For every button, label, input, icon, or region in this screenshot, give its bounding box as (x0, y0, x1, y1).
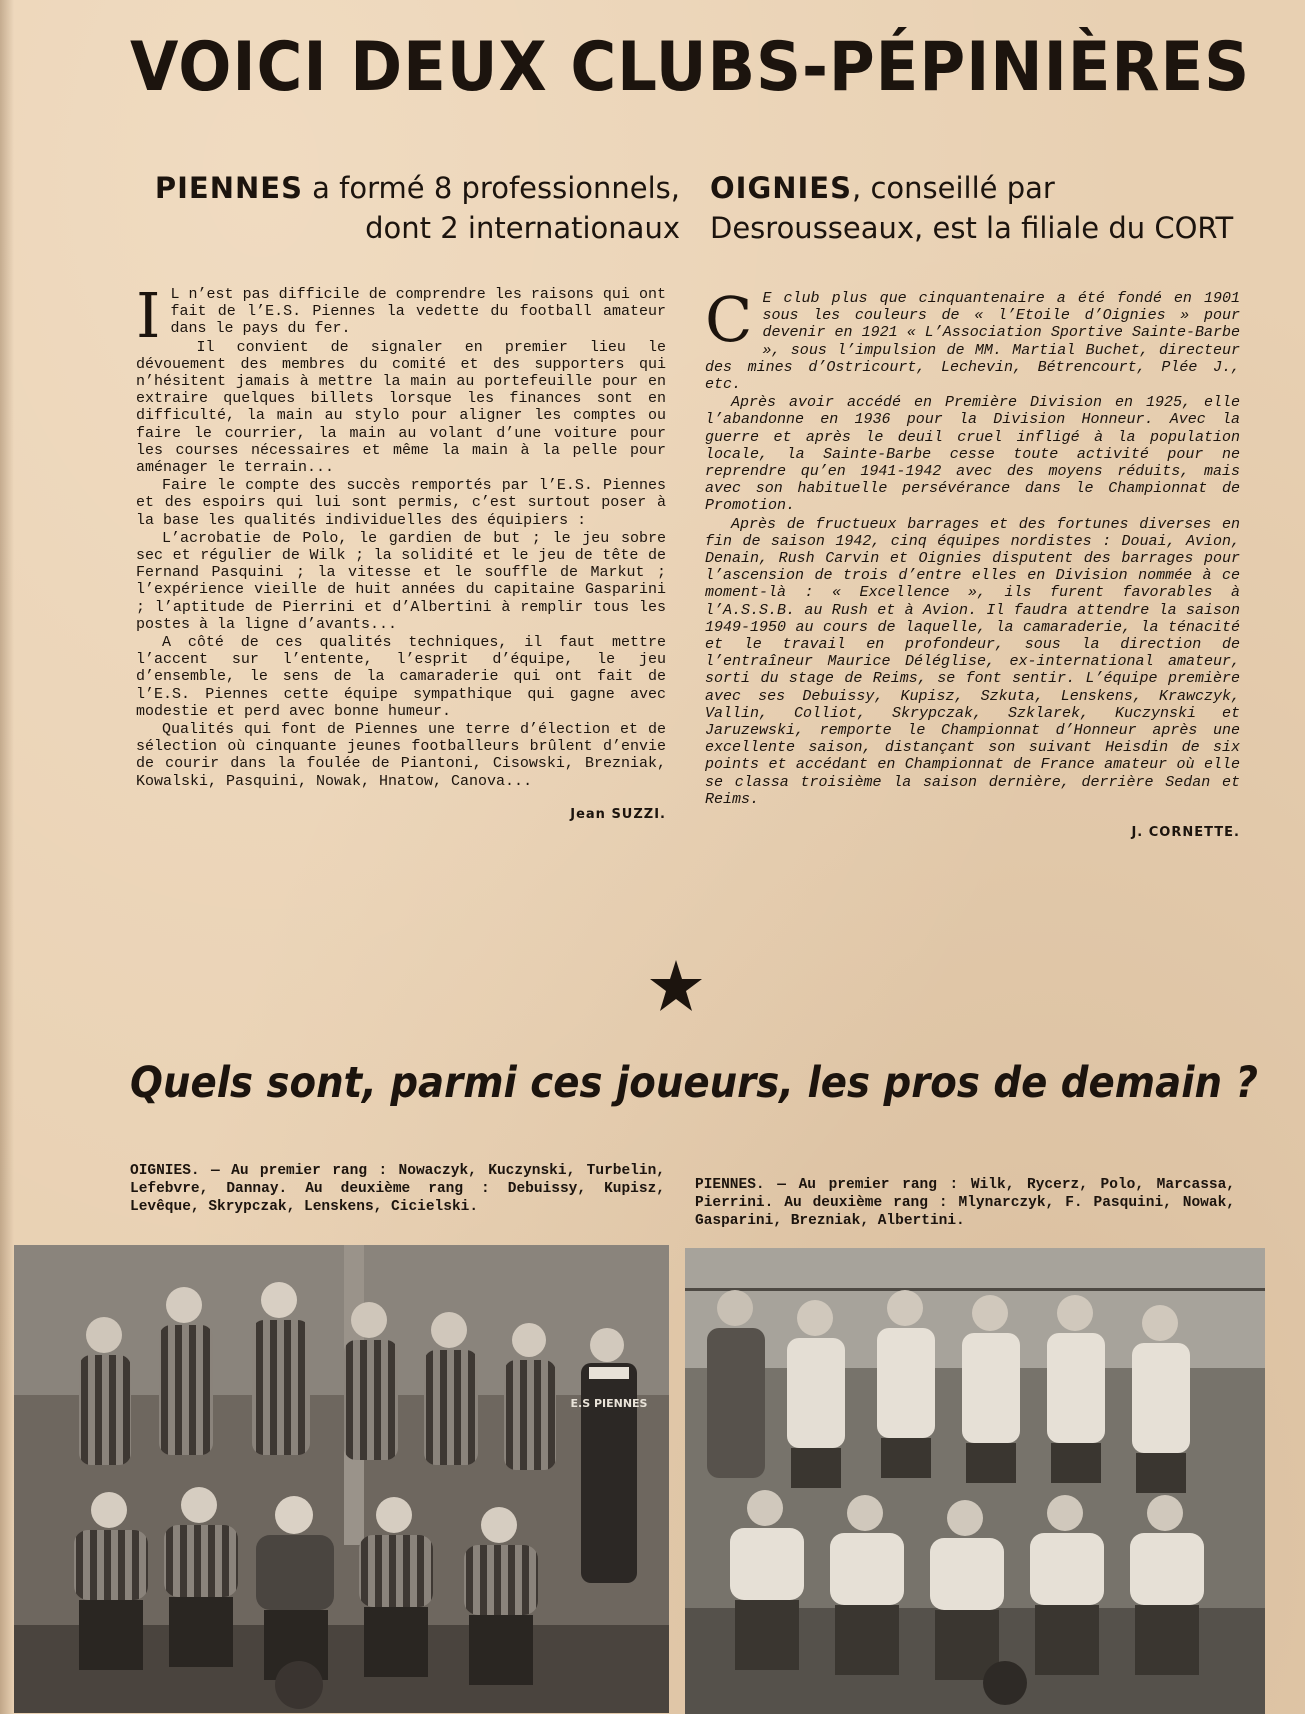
left-article (136, 279, 666, 823)
left-paragraph: A côté de ces qualités techniques, il faut mettre l’accent sur l’entente, l’esprit d’équipe, le jeu d’ensemble, le sens de la camaraderie qui ont fait de l’E.S. Piennes cette équipe sympathique qui gagne avec modestie et perd avec bonne humeur. (136, 634, 666, 720)
right-headline-club: OIGNIES (710, 171, 853, 205)
left-paragraph: Qualités qui font de Piennes une terre d’élection et de sélection où cinquante jeunes footballeurs brûlent d’envie de courir dans la foulée de Piantoni, Cisowski, Brezniak, Kowalski, Pasquini, Nowak, Hnatow, Canova... (136, 721, 666, 790)
left-paragraph: Il convient de signaler en premier lieu le dévouement des membres du comité et des supporters qui n’hésitent jamais à mettre la main au portefeuille pour en extraire quelques billets lorsque les finances sont en difficulté, la main au stylo pour aligner les comptes ou faire le courrier, la main au volant d’une voiture pour les courses nécessaires et même la main à la pelle pour aménager le terrain... (136, 338, 666, 477)
right-headline-text: , conseillé par Desrousseaux, est la filiale du CORT (710, 171, 1234, 245)
football (275, 1661, 323, 1709)
oignies-team-photo (14, 1245, 669, 1713)
jersey-lettering: E.S PIENNES (570, 1397, 648, 1410)
star-icon (648, 958, 704, 1014)
left-author: Jean SUZZI. (570, 806, 666, 822)
right-headline (710, 168, 1240, 248)
left-paragraph: Faire le compte des succès remportés par l’E.S. Piennes et des espoirs qui lui sont permis, c’est surtout poser à la base les qualités individuelles des équipiers : (136, 477, 666, 529)
football (983, 1661, 1027, 1705)
left-headline (130, 168, 680, 248)
right-paragraph: Après de fructueux barrages et des fortunes diverses en fin de saison 1942, cinq équipes nordistes : Douai, Avion, Denain, Rush Carvin et Oignies disputent des barrages pour l’ascension de trois d’entre elles en Division nommée à ce moment-là : « Excellence », ils furent favorables à l’A.S.S.B. au Rush et à Avion. Il faudra attendre la saison 1949-1950 au cours de laquelle, la camaraderie, la ténacité et le travail en profondeur, sous la direction de l’entraîneur Maurice Déléglise, ex-international amateur, sorti du stage de Reims, se font sentir. L’équipe première avec ses Debuissy, Kupisz, Szkuta, Lenskens, Krawczyk, Vallin, Colliot, Skrypczak, Szklarek, Kuczynski et Jaruzewski, remporte le Championnat d’Honneur après une excellente saison, distançant son suivant Heisdin de six points et accédant en Championnat de France amateur où elle se classa troisième la saison dernière, derrière Sedan et Reims. (705, 515, 1240, 808)
piennes-team-illustration (685, 1248, 1265, 1714)
left-headline-text: a formé 8 professionnels, dont 2 internationaux (302, 171, 680, 245)
left-photo-caption: OIGNIES. — Au premier rang : Nowaczyk, Kuczynski, Turbelin, Lefebvre, Dannay. Au deuxième rang : Debuissy, Kupisz, Levêque, Skrypczak, Lenskens, Cicielski. (130, 1163, 665, 1215)
page-fold-shadow (0, 0, 14, 1714)
piennes-team-photo (685, 1248, 1265, 1714)
left-drop-cap: I (136, 279, 161, 352)
oignies-team-illustration (14, 1245, 669, 1713)
left-paragraph: L’acrobatie de Polo, le gardien de but ; le jeu sobre sec et régulier de Wilk ; la solidité et le jeu de tête de Fernand Pasquini ; la vitesse et le souffle de Markut ; l’expérience vieille de huit années du capitaine Gasparini ; l’aptitude de Pierrini et d’Albertini à remplir tous les postes à la ligne d’avants... (136, 529, 666, 633)
right-paragraph: Après avoir accédé en Première Division en 1925, elle l’abandonne en 1936 pour la Division Honneur. Avec la guerre et après le deuil cruel infligé à la population locale, la Sainte-Barbe cesse toute activité pour ne reprendre qu’en 1941-1942 avec des moyens réduits, mais avec son habituelle persévérance dans le Championnat de Promotion. (705, 394, 1240, 515)
right-article (705, 283, 1240, 841)
section-question: Quels sont, parmi ces joueurs, les pros de demain ? (130, 1058, 1258, 1108)
left-paragraph: L n’est pas difficile de comprendre les raisons qui ont fait de l’E.S. Piennes la vedette du football amateur dans le pays du fer. (170, 286, 666, 338)
left-headline-club: PIENNES (154, 171, 303, 205)
right-drop-cap: C (705, 283, 753, 356)
right-paragraph: E club plus que cinquantenaire a été fondé en 1901 sous les couleurs de « l’Etoile d’Oignies » pour devenir en 1921 « L’Association Sportive Sainte-Barbe », sous l’impulsion de MM. Martial Buchet, directeur des mines d’Ostricourt, Lechevin, Bétrencourt, Plée J., etc. (705, 290, 1240, 394)
right-author: J. CORNETTE. (1131, 825, 1240, 841)
main-title: VOICI DEUX CLUBS-PÉPINIÈRES (130, 28, 1251, 107)
right-photo-caption: PIENNES. — Au premier rang : Wilk, Rycerz, Polo, Marcassa, Pierrini. Au deuxième rang : Mlynarczyk, F. Pasquini, Nowak, Gasparini, Brezniak, Albertini. (695, 1177, 1235, 1229)
